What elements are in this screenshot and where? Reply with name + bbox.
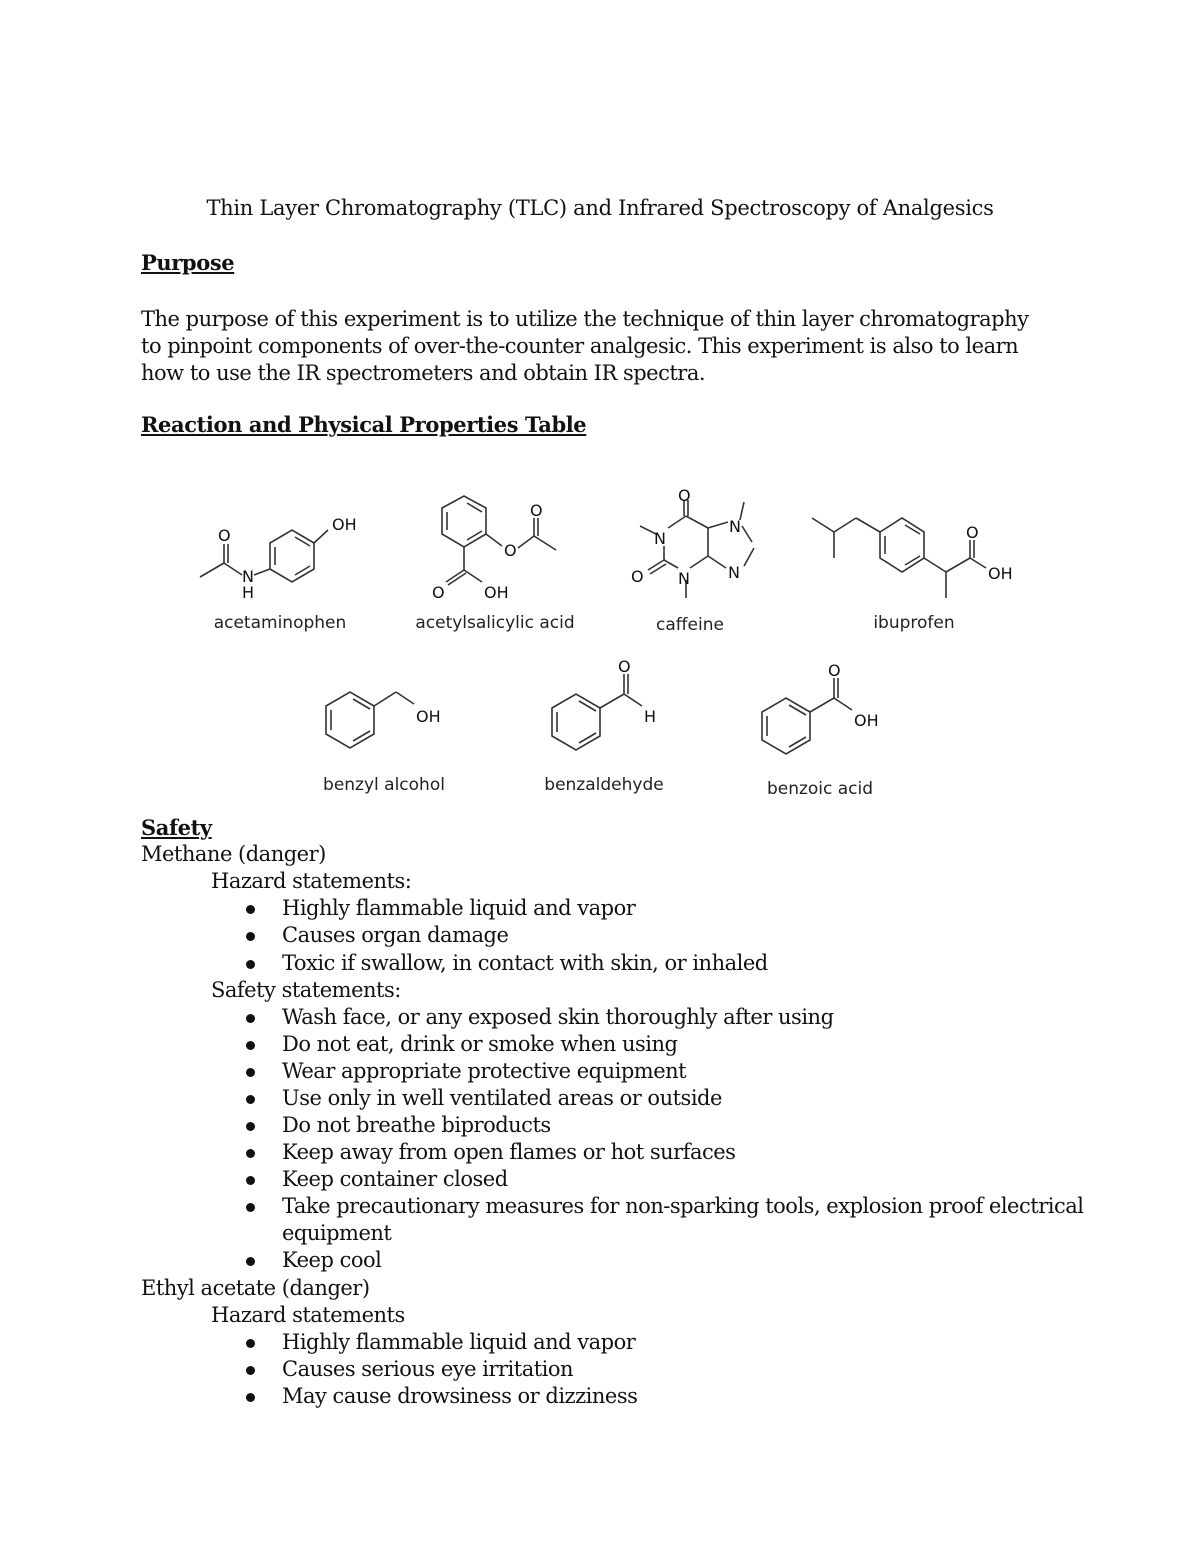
list-item: Toxic if swallow, in contact with skin, or inhaled [282,951,768,975]
list-item: Highly flammable liquid and vapor [282,1330,636,1354]
atom-n: N [654,529,666,548]
label-benzaldehyde: benzaldehyde [544,775,664,795]
atom-o: O [828,661,841,680]
label-benzyl-alcohol: benzyl alcohol [323,775,445,795]
atom-oh: OH [484,583,509,602]
atom-o: O [618,657,631,676]
atom-o: O [218,526,231,545]
list-item: Keep cool [282,1248,382,1272]
atom-n: N [729,517,741,536]
atom-oh: OH [416,707,441,726]
atom-n: N [678,569,690,588]
list-item: May cause drowsiness or dizziness [282,1384,638,1408]
atom-o: O [631,567,644,586]
atom-n: N [242,567,254,586]
benzaldehyde-structure [552,674,642,750]
atom-n: N [728,563,740,582]
atom-h: H [242,583,255,602]
list-item: Causes serious eye irritation [282,1357,574,1381]
atom-o: O [504,541,517,560]
list-item: Highly flammable liquid and vapor [282,896,636,920]
safety-heading: Safety [141,815,212,840]
atom-oh: OH [854,711,879,730]
molecule-structures [180,478,1060,808]
reaction-table-heading: Reaction and Physical Properties Table [141,412,587,437]
atom-oh: OH [332,515,357,534]
atom-o: O [432,583,445,602]
document-title: Thin Layer Chromatography (TLC) and Infrared Spectroscopy of Analgesics [206,196,994,220]
caffeine-structure [640,500,754,598]
atom-o: O [678,486,691,505]
list-item: Use only in well ventilated areas or outside [282,1086,722,1110]
atom-oh: OH [988,564,1013,583]
list-item: Do not eat, drink or smoke when using [282,1032,678,1056]
benzyl-alcohol-structure [326,692,414,748]
hazard-label: Hazard statements: [211,869,412,893]
list-item: Wash face, or any exposed skin thoroughly after using [282,1005,834,1029]
purpose-text: The purpose of this experiment is to utilize the technique of thin layer chromatography to pinpoint components of over-the-counter analgesic. This experiment is also to learn how to use the IR spectrometers and obtain IR spectra. [141,307,1029,385]
atom-o: O [966,523,979,542]
list-item: Causes organ damage [282,923,509,947]
list-item-continuation: equipment [282,1221,392,1245]
label-acetaminophen: acetaminophen [213,613,347,633]
purpose-heading: Purpose [141,250,235,275]
ibuprofen-structure [812,518,986,598]
label-ibuprofen: ibuprofen [873,613,955,633]
hazard-label: Hazard statements [211,1303,405,1327]
atom-o: O [530,501,543,520]
list-item: Wear appropriate protective equipment [282,1059,687,1083]
list-item: Keep container closed [282,1167,508,1191]
chemical-name: Methane (danger) [141,842,326,866]
molecule-structures-figure [180,478,1060,808]
atom-h: H [644,707,657,726]
list-item: Take precautionary measures for non-sparking tools, explosion proof electrical [282,1194,1084,1218]
list-item: Do not breathe biproducts [282,1113,551,1137]
benzoic-acid-structure [762,678,852,754]
label-benzoic-acid: benzoic acid [766,779,874,799]
list-item: Keep away from open flames or hot surfaces [282,1140,736,1164]
label-acetylsalicylic-acid: acetylsalicylic acid [415,613,575,633]
label-caffeine: caffeine [656,615,724,635]
safety-label: Safety statements: [211,978,401,1002]
chemical-name: Ethyl acetate (danger) [141,1276,370,1300]
